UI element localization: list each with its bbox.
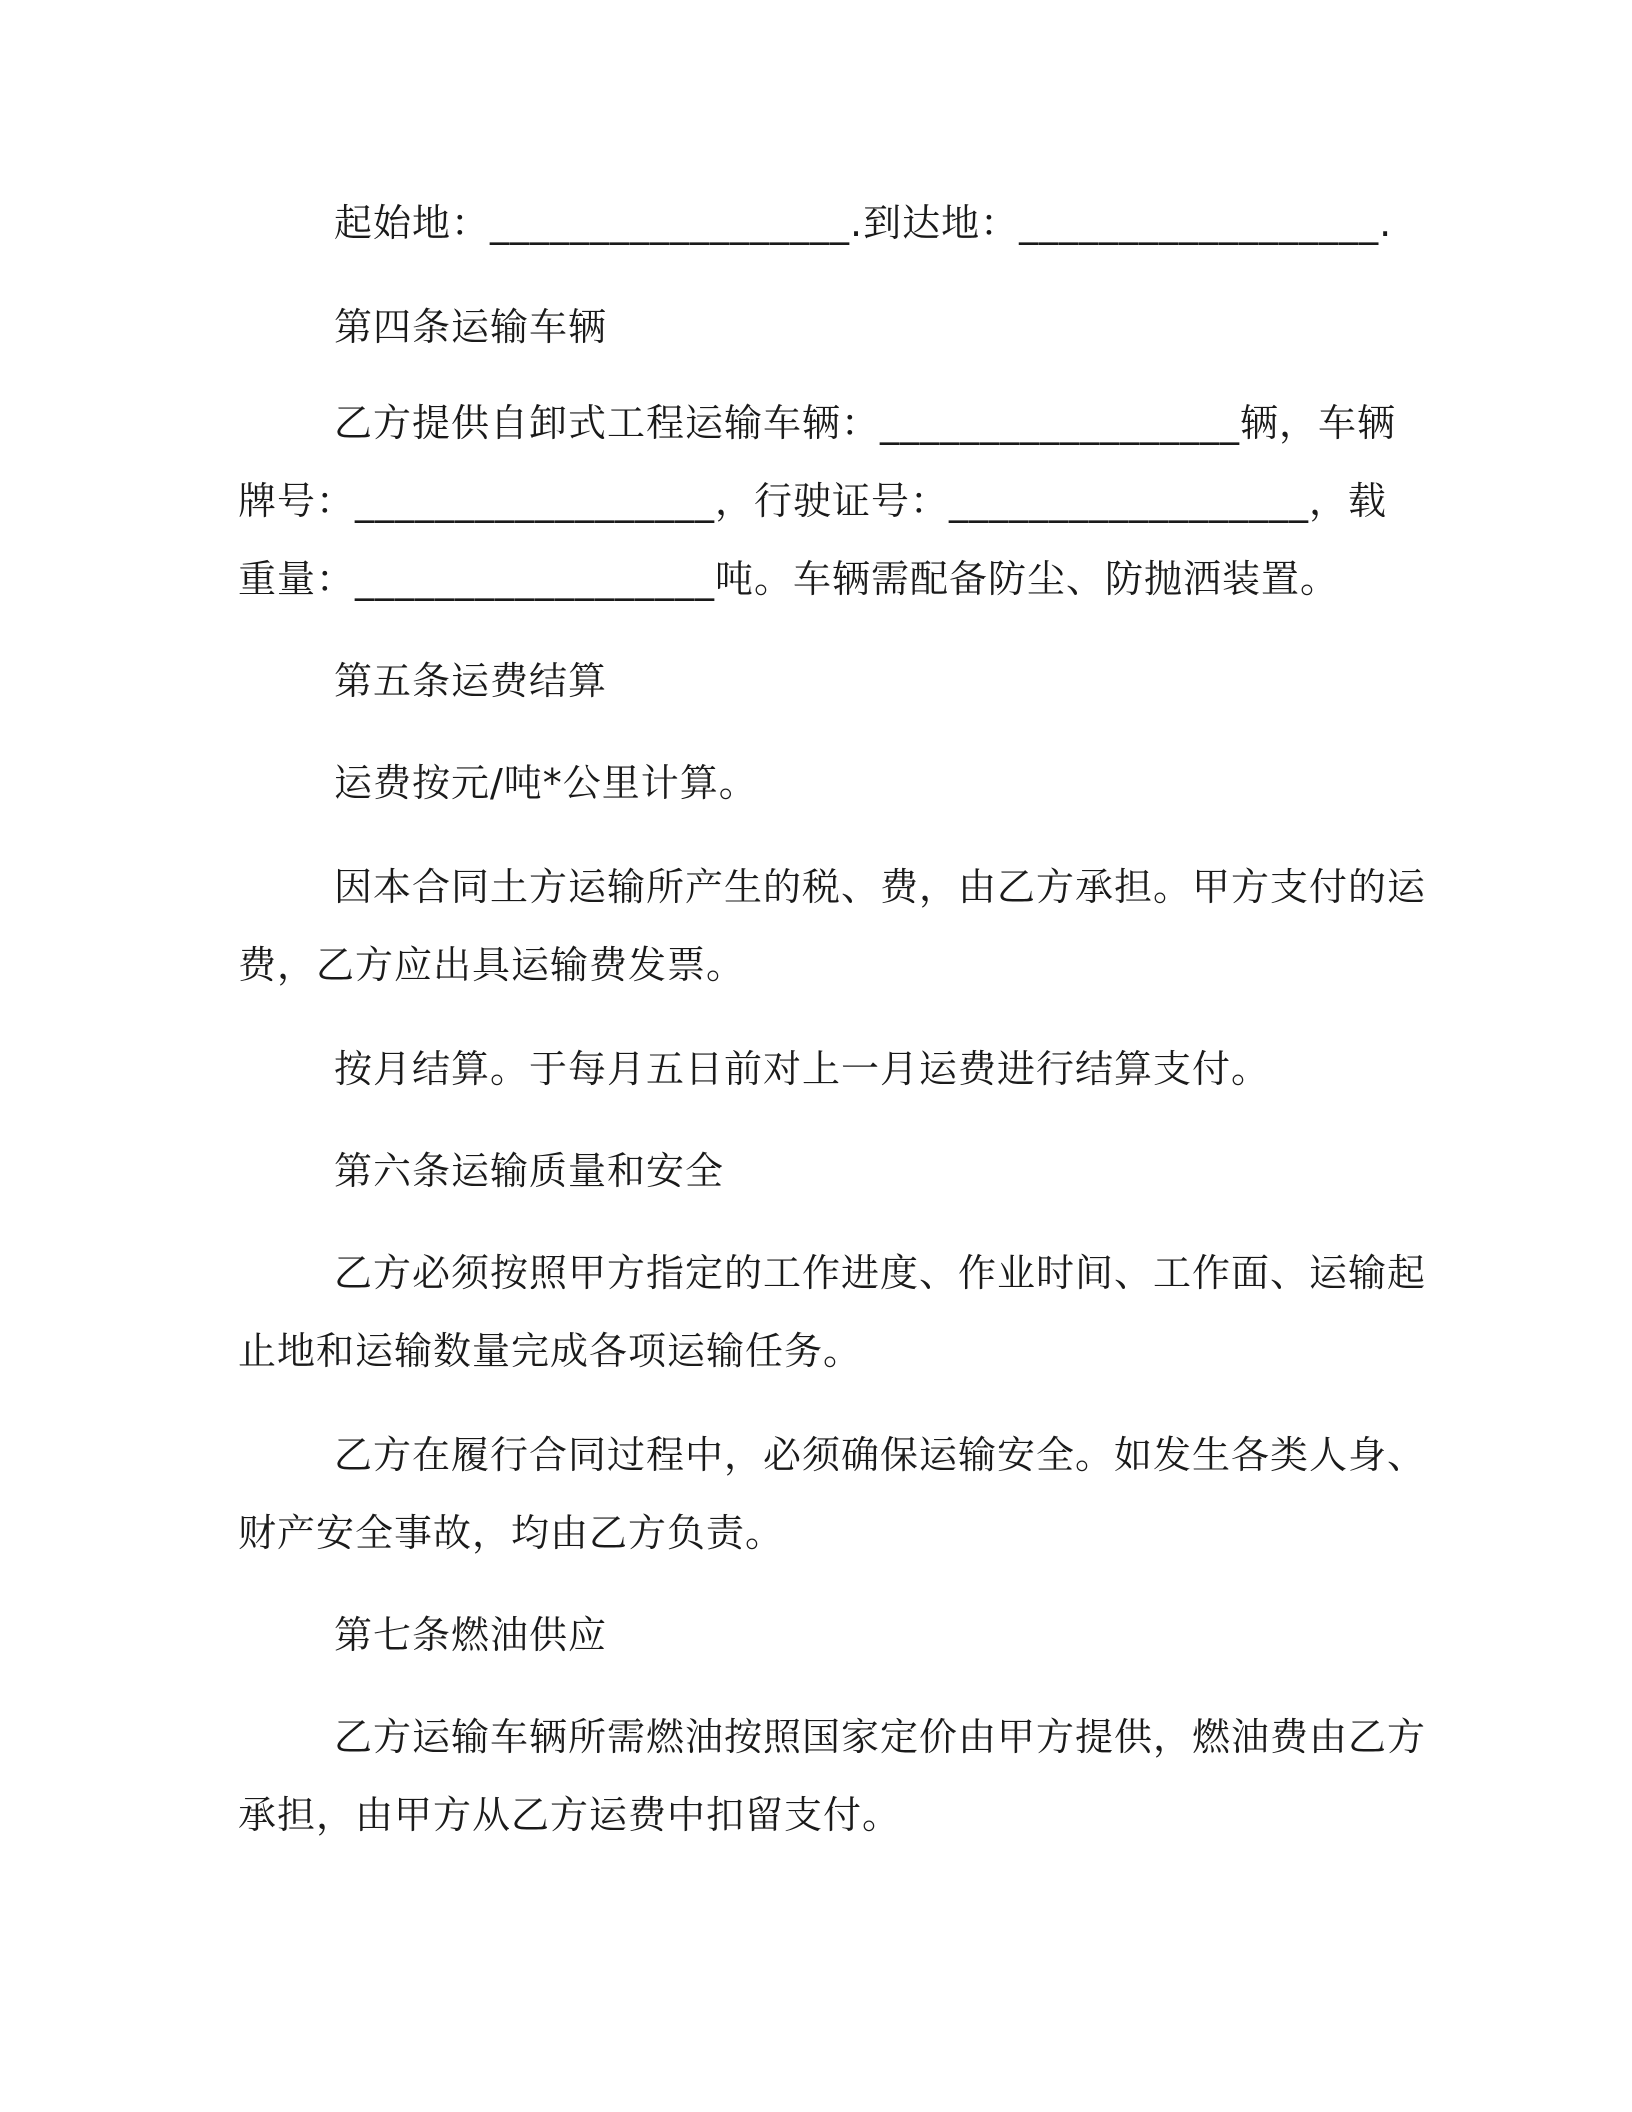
route-line	[334, 184, 1474, 262]
article-7-paragraph-1-line-1: 乙方运输车辆所需燃油按照国家定价由甲方提供，燃油费由乙方	[334, 1715, 1427, 1759]
article-4-title-text: 第四条运输车辆	[334, 305, 608, 349]
article-7-title	[334, 1596, 1474, 1674]
article-4-body-line-1: 乙方提供自卸式工程运输车辆：__________________辆，车辆	[334, 401, 1397, 445]
article-6-paragraph-2-line-1: 乙方在履行合同过程中，必须确保运输安全。如发生各类人身、	[334, 1433, 1427, 1477]
article-6-paragraph-2	[238, 1416, 1427, 1572]
article-5-paragraph-3-text: 按月结算。于每月五日前对上一月运费进行结算支付。	[334, 1047, 1271, 1091]
article-7-paragraph-1	[238, 1698, 1427, 1854]
article-5-title	[334, 642, 1474, 720]
article-6-paragraph-1	[238, 1234, 1427, 1390]
article-5-paragraph-2	[238, 848, 1427, 1004]
article-5-title-text: 第五条运费结算	[334, 659, 608, 703]
article-5-paragraph-2-line-2: 费，乙方应出具运输费发票。	[238, 943, 746, 987]
article-6-paragraph-1-line-1: 乙方必须按照甲方指定的工作进度、作业时间、工作面、运输起	[334, 1251, 1427, 1295]
article-7-paragraph-1-line-2: 承担，由甲方从乙方运费中扣留支付。	[238, 1793, 902, 1837]
article-4-body-line-2: 牌号：__________________，行驶证号：__________________，载	[238, 479, 1388, 523]
article-6-title	[334, 1132, 1474, 1210]
article-4-body	[238, 384, 1397, 618]
article-7-title-text: 第七条燃油供应	[334, 1613, 608, 1657]
article-6-paragraph-1-line-2: 止地和运输数量完成各项运输任务。	[238, 1329, 863, 1373]
article-5-paragraph-3	[334, 1030, 1474, 1108]
article-4-title	[334, 288, 1474, 366]
article-6-paragraph-2-line-2: 财产安全事故，均由乙方负责。	[238, 1511, 785, 1555]
article-6-title-text: 第六条运输质量和安全	[334, 1149, 725, 1193]
article-5-paragraph-1-text: 运费按元/吨*公里计算。	[334, 761, 758, 805]
article-5-paragraph-1	[334, 744, 1474, 822]
article-5-paragraph-2-line-1: 因本合同土方运输所产生的税、费，由乙方承担。甲方支付的运	[334, 865, 1427, 909]
route-line-1: 起始地：__________________.到达地：__________________.	[334, 201, 1393, 245]
article-4-body-line-3: 重量：__________________吨。车辆需配备防尘、防抛洒装置。	[238, 557, 1340, 601]
